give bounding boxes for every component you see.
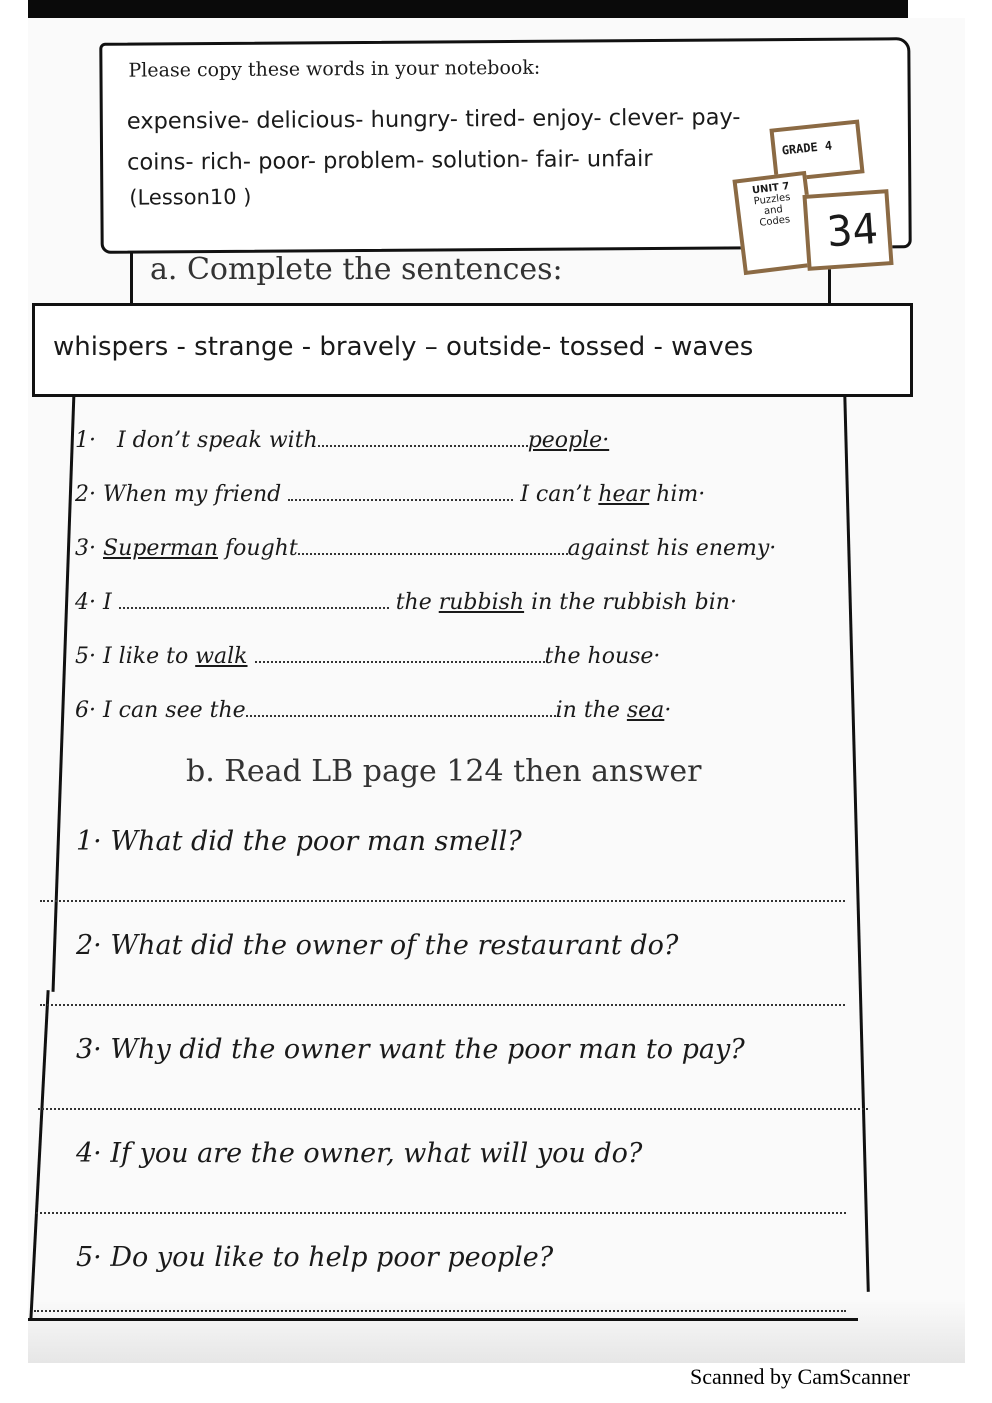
section-a-heading: a. Complete the sentences:: [150, 252, 563, 287]
vocabulary-list: [127, 97, 828, 184]
answer-line-5[interactable]: [34, 1310, 846, 1312]
word-bank-text: whispers - strange - bravely – outside- tossed - waves: [53, 332, 754, 362]
grade-label: GRADE 4: [781, 138, 833, 158]
answer-line-4[interactable]: [36, 1212, 846, 1214]
unit-label: UNIT 7: [751, 181, 791, 197]
vocabulary-line-2: coins- rich- poor- problem- solution- fair- unfair: [127, 145, 653, 176]
sentence-3: 3· Superman fought against his enemy·: [75, 536, 777, 561]
section-b-heading: b. Read LB page 124 then answer: [186, 754, 702, 789]
scanner-watermark: Scanned by CamScanner: [690, 1364, 910, 1389]
vocabulary-line-1: expensive- delicious- hungry- tired- enjoy- clever- pay-: [126, 104, 741, 135]
sentence-2: 2· When my friend I can’t hear him·: [75, 482, 706, 507]
lesson-label: (Lesson10 ): [129, 184, 252, 210]
scroll-bottom-edge: [28, 1318, 858, 1321]
question-1: 1· What did the poor man smell?: [76, 826, 522, 857]
sentence-5: 5· I like to walk the house·: [75, 644, 661, 669]
answer-line-1[interactable]: [40, 900, 845, 902]
word-bank: [32, 303, 913, 397]
answer-blank[interactable]: [255, 647, 545, 663]
copy-instruction: Please copy these words in your notebook:: [128, 56, 541, 82]
answer-blank[interactable]: [246, 701, 556, 717]
question-3: 3· Why did the owner want the poor man to pay?: [76, 1034, 745, 1065]
question-2: 2· What did the owner of the restaurant do?: [76, 930, 679, 961]
page-number-badge: [802, 189, 893, 271]
scroll-left-edge: [130, 250, 133, 310]
answer-blank[interactable]: [288, 485, 513, 501]
answer-blank[interactable]: [318, 431, 528, 447]
unit-title-2: and: [763, 203, 784, 218]
sentence-4: 4· I the rubbish in the rubbish bin·: [75, 590, 737, 615]
page-number: 34: [825, 203, 880, 257]
unit-title-1: Puzzles: [753, 191, 792, 208]
question-4: 4· If you are the owner, what will you do?: [76, 1138, 643, 1169]
answer-line-3[interactable]: [38, 1108, 868, 1110]
sentence-1: 1· I don’t speak with people·: [75, 428, 610, 453]
answer-line-2[interactable]: [40, 1004, 845, 1006]
unit-title-3: Codes: [758, 214, 791, 229]
top-border: [28, 0, 908, 18]
answer-blank[interactable]: [298, 539, 568, 555]
answer-blank[interactable]: [119, 593, 389, 609]
sentence-6: 6· I can see the in the sea·: [75, 698, 672, 723]
question-5: 5· Do you like to help poor people?: [76, 1242, 554, 1273]
